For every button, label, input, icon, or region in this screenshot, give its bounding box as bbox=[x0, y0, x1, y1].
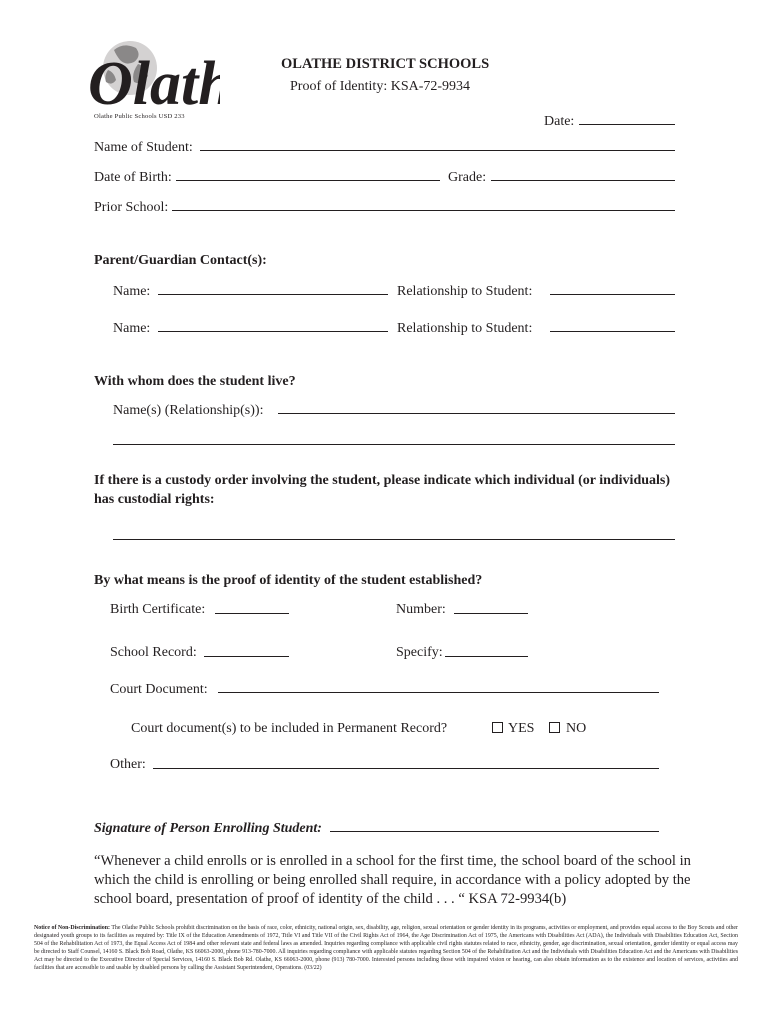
parent-1-name-label: Name: bbox=[113, 284, 151, 299]
page-title: OLATHE DISTRICT SCHOOLS bbox=[281, 56, 490, 72]
non-discrimination-notice bbox=[34, 924, 738, 972]
other-label: Other: bbox=[110, 757, 146, 772]
names-relationships-label: Name(s) (Relationship(s)): bbox=[113, 403, 264, 418]
specify-field[interactable] bbox=[445, 656, 528, 657]
signature-label: Signature of Person Enrolling Student: bbox=[94, 821, 322, 836]
school-record-label: School Record: bbox=[110, 645, 197, 660]
specify-label: Specify: bbox=[396, 645, 443, 660]
grade-label: Grade: bbox=[448, 170, 487, 185]
parent-2-relationship-label: Relationship to Student: bbox=[397, 321, 533, 336]
parent-2-name-field[interactable] bbox=[158, 331, 388, 332]
number-label: Number: bbox=[396, 602, 446, 617]
student-name-label: Name of Student: bbox=[94, 140, 193, 155]
notice-label: Notice of Non-Discrimination: bbox=[34, 925, 110, 931]
grade-field[interactable] bbox=[491, 180, 675, 181]
court-document-label: Court Document: bbox=[110, 682, 208, 697]
svg-text:Olathe: Olat bbox=[88, 50, 199, 118]
parent-1-relationship-field[interactable] bbox=[550, 294, 675, 295]
parent-1-name-field[interactable] bbox=[158, 294, 388, 295]
live-question: With whom does the student live? bbox=[94, 374, 296, 389]
parent-2-relationship-field[interactable] bbox=[550, 331, 675, 332]
other-field[interactable] bbox=[153, 768, 659, 769]
court-permanent-record-question: Court document(s) to be included in Permanent Record? bbox=[131, 721, 448, 736]
parent-2-name-label: Name: bbox=[113, 321, 151, 336]
yes-checkbox[interactable] bbox=[492, 722, 503, 733]
dob-label: Date of Birth: bbox=[94, 170, 172, 185]
names-relationships-field[interactable] bbox=[278, 413, 675, 414]
custody-question-line2: has custodial rights: bbox=[94, 492, 215, 507]
notice-text: The Olathe Public Schools prohibit discrimination on the basis of race, color, ethnicity, national origin, sex, disability, age, religion, sexual orientation or gender identity in its programs, activities or employment, and provides equal access to the Boy Scouts and other designated youth groups to its facilities as required by: Title IX of the Education Amendments of 1972, Title VI and Title VII of the Civil Rights Act of 1964, the Age Discrimination Act of 1975, the Americans with Disabilities Act (ADA), the Individuals with Disabilities Education Act, Section 504 of the Rehabilitation Act of 1973, the Equal Access Act of 1984 and other relevant state and federal laws as amended. Inquiries regarding compliance with applicable civil rights statutes related to race, ethnicity, gender, age discrimination, sexual orientation, gender identity or equal access may be directed to Staff Counsel, 14160 S. Black Bob Road, Olathe, KS 66063-2000, phone 913-780-7000. All inquiries regarding compliance with applicable statutes regarding Section 504 of the Rehabilitation Act and the Individuals with Disabilities Education Act and the Americans with Disabilities Act may be directed to the Executive Director of Special Services, 14160 S. Black Bob Rd. Olathe, KS 66063-2000, phone (913) 780-7000. Interested persons including those with impaired vision or hearing, can also obtain information as to the existence and location of services, activities and facilities that are accessible to and usable by disabled persons by calling the Assistant Superintendent, Operations. (03/22) bbox=[34, 925, 738, 971]
student-name-field[interactable] bbox=[200, 150, 675, 151]
school-record-field[interactable] bbox=[204, 656, 289, 657]
no-label: NO bbox=[566, 721, 587, 736]
parent-1-relationship-label: Relationship to Student: bbox=[397, 284, 533, 299]
date-field[interactable] bbox=[579, 124, 675, 125]
proof-question: By what means is the proof of identity of the student established? bbox=[94, 573, 483, 588]
birth-certificate-label: Birth Certificate: bbox=[110, 602, 206, 617]
statute-quote: “Whenever a child enrolls or is enrolled in a school for the first time, the school board of the school in which the child is enrolling or being enrolled shall require, in accordance with a policy adopted by the school board, presentation of proof of identity of the child . . . “ KSA 72-9934(b) bbox=[94, 853, 691, 907]
prior-school-field[interactable] bbox=[172, 210, 675, 211]
birth-certificate-field[interactable] bbox=[215, 613, 289, 614]
date-label: Date: bbox=[544, 114, 575, 129]
dob-field[interactable] bbox=[176, 180, 440, 181]
court-document-field[interactable] bbox=[218, 692, 659, 693]
globe-logo-icon bbox=[86, 34, 220, 124]
number-field[interactable] bbox=[454, 613, 528, 614]
yes-label: YES bbox=[508, 721, 535, 736]
signature-field[interactable] bbox=[330, 831, 659, 832]
custody-field[interactable] bbox=[113, 539, 675, 540]
parent-heading: Parent/Guardian Contact(s): bbox=[94, 253, 267, 268]
logo-subtext: Olathe Public Schools USD 233 bbox=[94, 113, 185, 120]
page-subtitle: Proof of Identity: KSA-72-9934 bbox=[290, 79, 471, 94]
no-checkbox[interactable] bbox=[549, 722, 560, 733]
names-relationships-field-2[interactable] bbox=[113, 444, 675, 445]
custody-question-line1: If there is a custody order involving the student, please indicate which individual (or individuals) bbox=[94, 473, 671, 488]
prior-school-label: Prior School: bbox=[94, 200, 169, 215]
district-logo bbox=[86, 34, 220, 124]
